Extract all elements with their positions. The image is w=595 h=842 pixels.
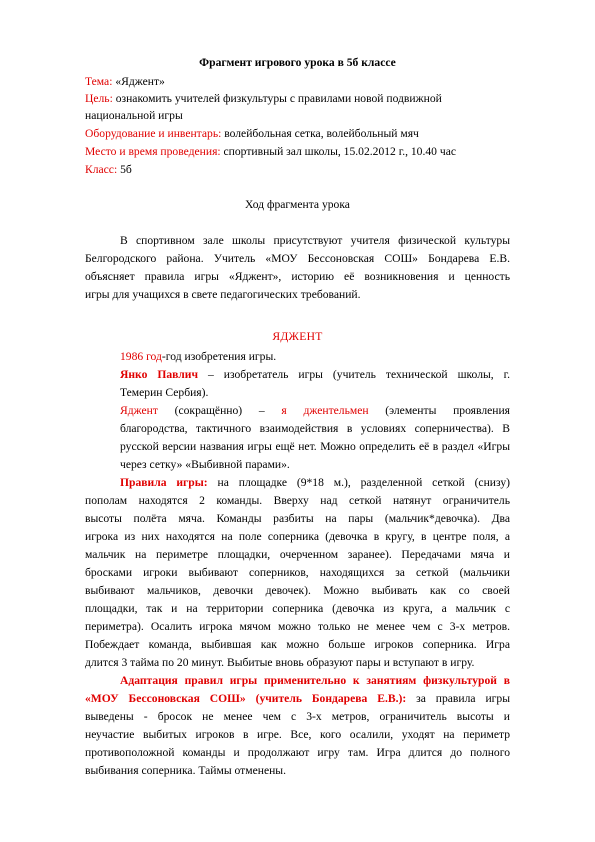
meta-goal-label: Цель: [85, 92, 113, 105]
meta-goal-value-2: национальной игры [85, 109, 183, 122]
rules-text: на площадке (9*18 м.), разделенной сеткой (снизу) [207, 476, 510, 489]
document-title: Фрагмент игрового урока в 5б классе [199, 56, 396, 69]
name-highlight-2: я джентельмен [281, 404, 369, 417]
inventor-line [120, 368, 510, 382]
section-heading: Ход фрагмента урока [245, 198, 350, 211]
name-cont-line: через сетку» «Выбивной парами». [120, 458, 290, 471]
meta-place-label: Место и время проведения: [85, 145, 221, 158]
adapt-heading-line: Адаптация правил игры применительно к занятиям физкультурой в [120, 674, 510, 687]
rules-cont-line: бросками игроки выбивают соперников, находящихся за сеткой (мальчики [85, 566, 510, 579]
meta-goal-value: ознакомить учителей физкультуры с правилами новой подвижной [112, 92, 442, 105]
rules-cont-line: выбивают мальчиков, девочки девочек). Можно выбивать как со своей [85, 584, 510, 597]
meta-topic [85, 75, 165, 89]
rules-cont-line: длится 3 тайма по 20 минут. Выбитые вновь образуют пары и вступают в игру. [85, 656, 475, 669]
meta-place-time [85, 145, 456, 159]
rules-cont-line: пополам находятся 2 команды. Вверху над сеткой натянут ограничитель [85, 494, 510, 507]
adapt-highlight: «МОУ Бессоновская СОШ» (учитель Бондарева Е.В.): [85, 692, 407, 705]
meta-equipment-label: Оборудование и инвентарь: [85, 127, 222, 140]
intro-line: В спортивном зале школы присутствуют учителя физической культуры [120, 234, 510, 247]
meta-topic-value: «Яджент» [112, 75, 165, 88]
year-highlight: 1986 год [120, 350, 162, 363]
name-line [120, 404, 510, 418]
meta-class [85, 163, 132, 177]
adapt-cont-line: выбивания соперника. Таймы отменены. [85, 764, 286, 777]
rules-highlight: Правила игры: [120, 476, 208, 489]
adapt-text: за правила игры [406, 692, 510, 705]
rules-cont-line: игрока из них находятся на поле соперника (девочка в кругу, в центре поля, а [85, 530, 510, 543]
rules-cont-line: Побеждает команда, выбившая как можно больше игроков соперника. Игра [85, 638, 510, 651]
name-highlight: Яджент [120, 404, 158, 417]
inventor-highlight: Янко Павлич [120, 368, 198, 381]
name-cont-line: благородства, тактичного взаимодействия в условиях соперничества). В [120, 422, 510, 435]
inventor-text: – изобретатель игры (учитель технической школы, г. [198, 368, 510, 381]
meta-equipment [85, 127, 419, 141]
meta-class-value: 5б [117, 163, 132, 176]
rules-cont-line: площадки, так и на территории соперника (девочка из круга, а мальчик с [85, 602, 510, 615]
rules-cont-line: мальчик на периметре площадки, очерченном заранее). Передачами мяча и [85, 548, 510, 561]
inventor-line-2: Темерин Сербия). [120, 386, 209, 399]
year-line [120, 350, 276, 364]
meta-place-value: спортивный зал школы, 15.02.2012 г., 10.40 час [220, 145, 456, 158]
meta-goal-cont [85, 109, 183, 123]
meta-goal [85, 92, 442, 106]
intro-line: объясняет правила игры «Яджент», историю её возникновения и ценность [85, 270, 510, 283]
intro-line: Белгородского района. Учитель «МОУ Бессоновская СОШ» Бондарева Е.В. [85, 252, 510, 265]
intro-line: игры для учащихся в свете педагогических требований. [85, 288, 361, 301]
adapt-cont-line: противоположной команды и продолжают игру там. Игра длится до полного [85, 746, 510, 759]
adapt-line [85, 692, 510, 706]
meta-equipment-value: волейбольная сетка, волейбольный мяч [221, 127, 419, 140]
name-cont-line: русской версии названия игры ещё нет. Можно определить её в раздел «Игры [120, 440, 510, 453]
rules-cont-line: периметра). Осалить игрока мячом можно только не менее чем с 3-х метров. [85, 620, 510, 633]
game-title: ЯДЖЕНТ [272, 330, 323, 343]
year-text: -год изобретения игры. [161, 350, 277, 363]
adapt-cont-line: выведены - бросок не менее чем с 3-х метров, ограничитель высоты и [85, 710, 510, 723]
adapt-cont-line: неучастие выбитых игроков в игре. Все, кого осалили, уходят на периметр [85, 728, 510, 741]
meta-topic-label: Тема: [85, 75, 113, 88]
name-text: (сокращённо) – [157, 404, 282, 417]
meta-class-label: Класс: [85, 163, 118, 176]
rules-line [120, 476, 510, 490]
rules-cont-line: высоты полёта мяча. Команды разбиты на пары (мальчик*девочка). Два [85, 512, 510, 525]
name-text-2: (элементы проявления [368, 404, 511, 417]
